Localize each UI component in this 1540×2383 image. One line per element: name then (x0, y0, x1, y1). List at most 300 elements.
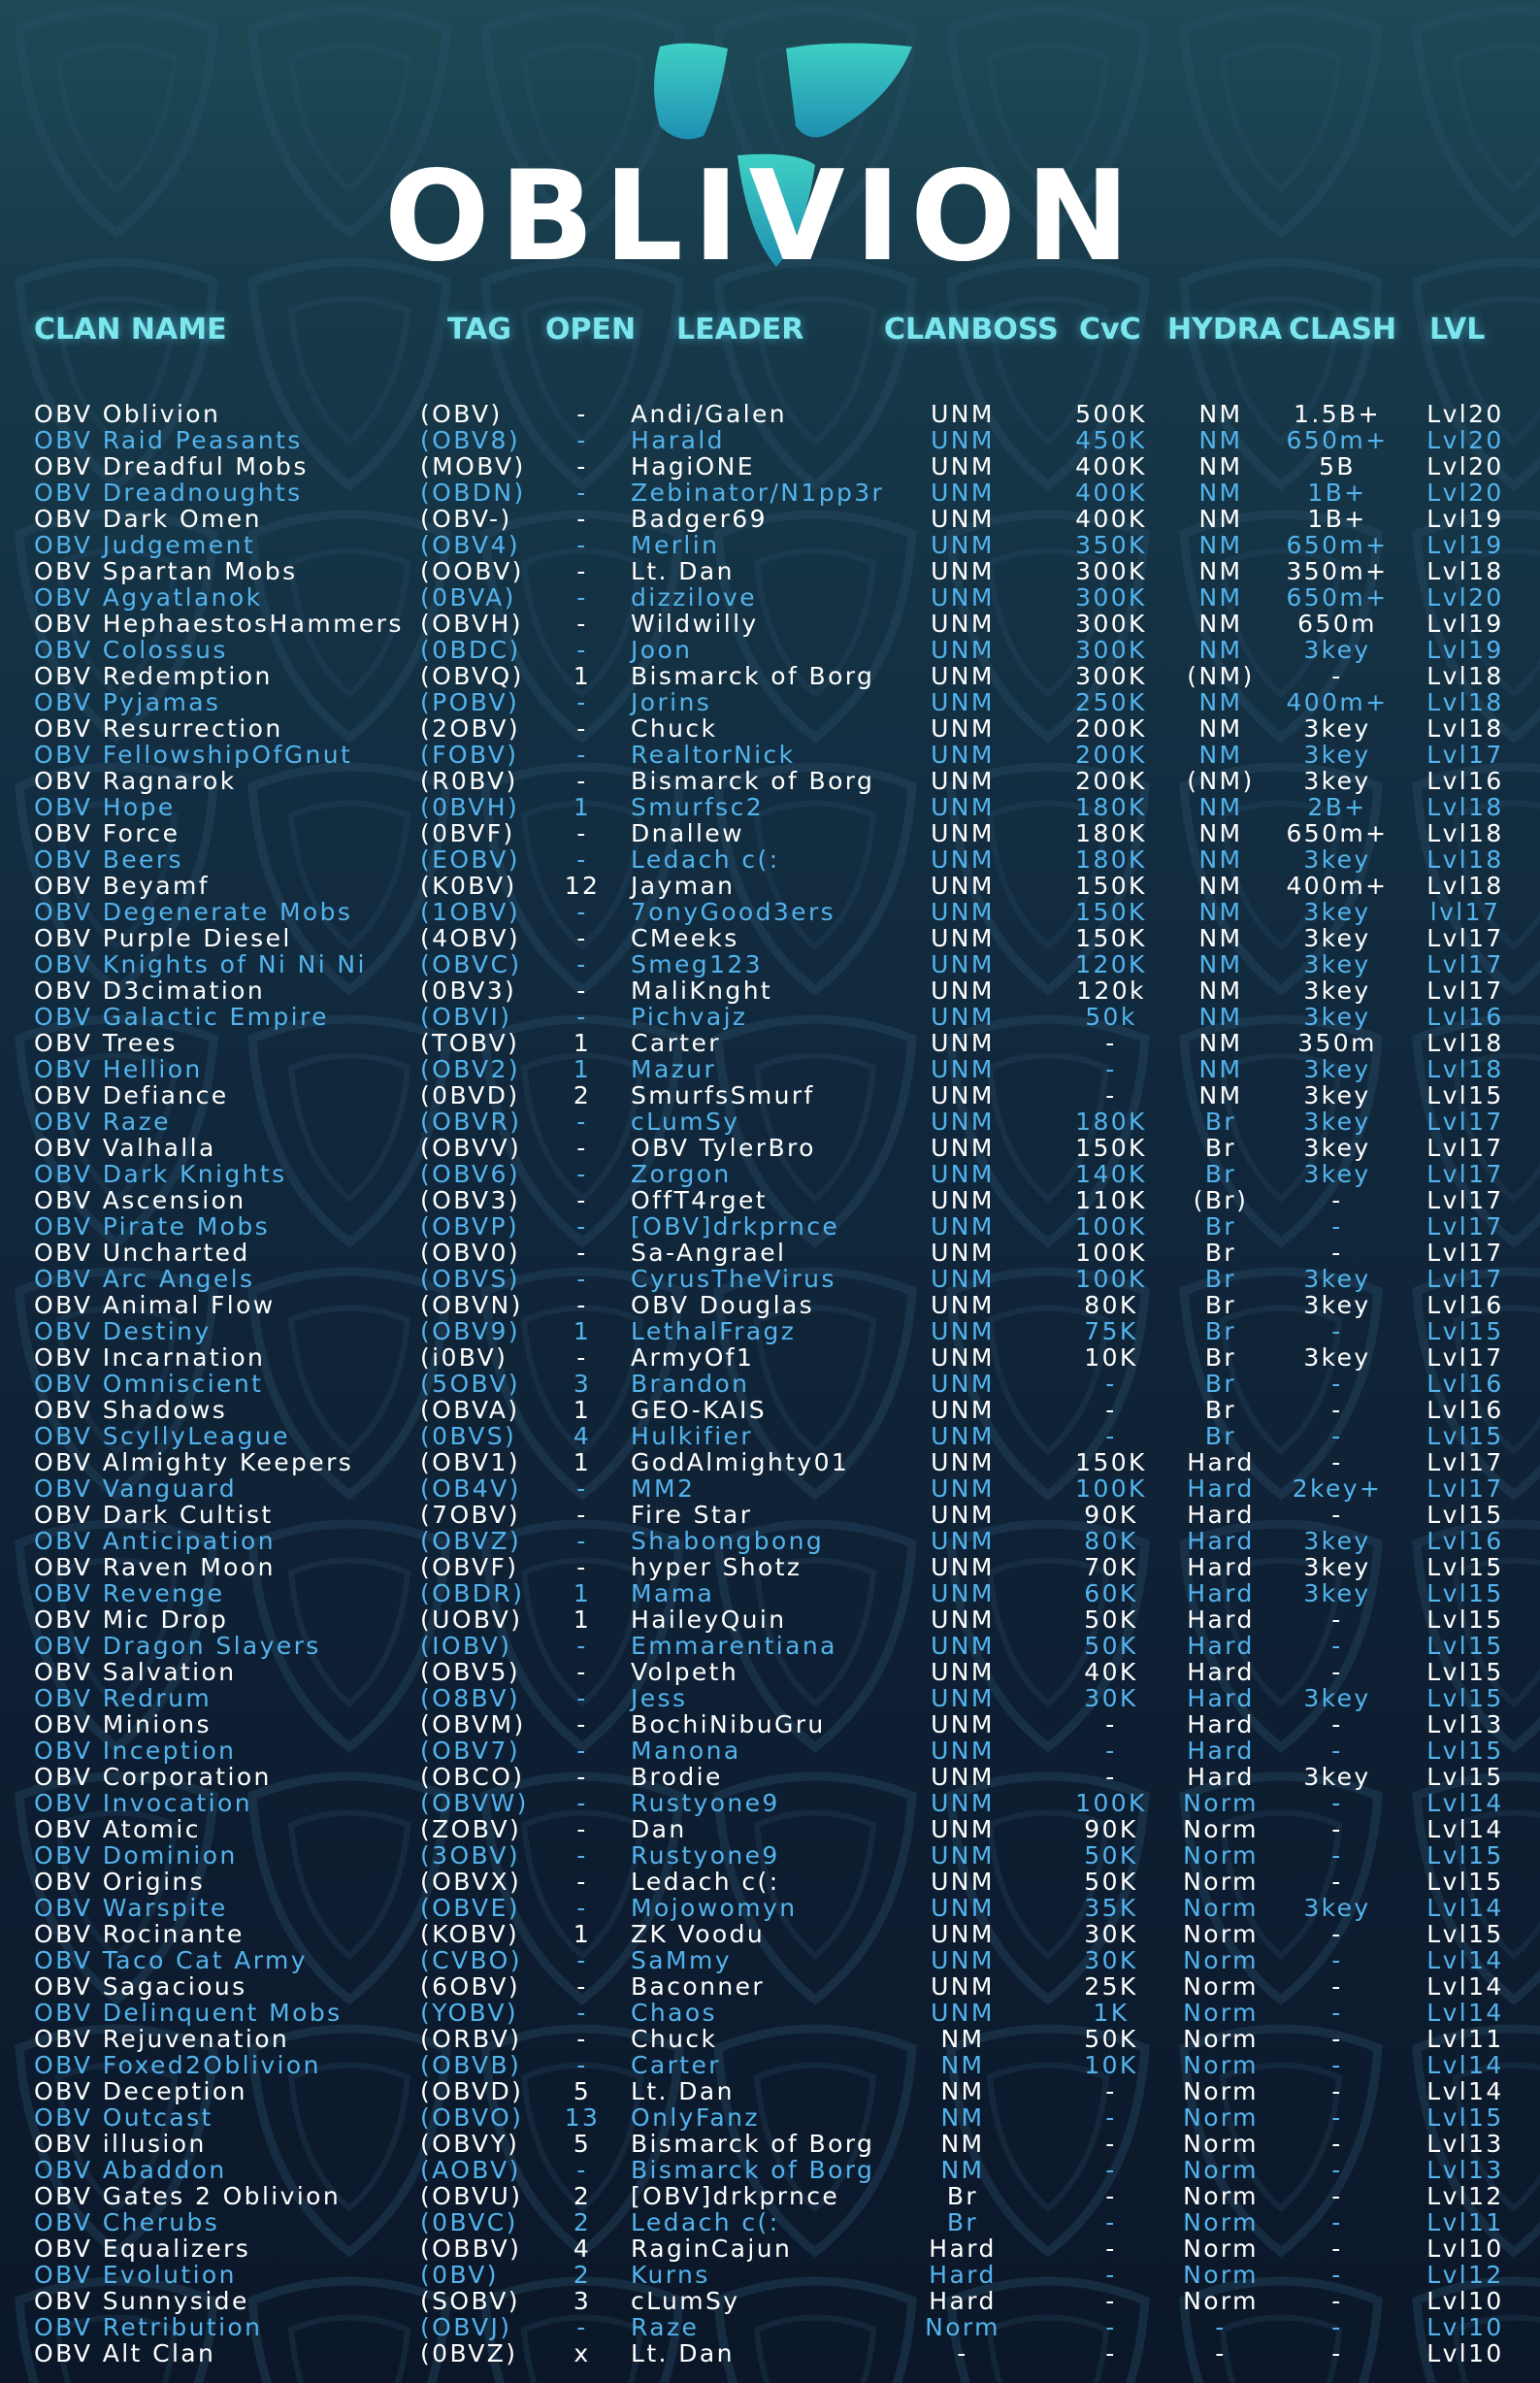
clan-tag: (MOBV) (420, 452, 526, 480)
clan-name: OBV Atomic (34, 1815, 201, 1843)
clan-leader: BochiNibuGru (631, 1710, 826, 1738)
clan-tag: (OBVE) (420, 1894, 520, 1922)
table-row (0, 1135, 1540, 1161)
cvc-value: 50K (1084, 1868, 1138, 1896)
lvl-value: Lvl14 (1426, 2077, 1504, 2105)
clan-leader: SaMmy (631, 1946, 732, 1974)
cvc-value: 180K (1075, 793, 1147, 821)
cvc-value: 100K (1075, 1265, 1147, 1293)
lvl-value: Lvl18 (1426, 793, 1504, 821)
clanboss-value: UNM (931, 793, 995, 821)
clanboss-value: NM (940, 2077, 985, 2105)
cvc-value: 30K (1084, 1946, 1138, 1974)
hydra-value: NM (1198, 688, 1243, 716)
clan-name: OBV Invocation (34, 1789, 252, 1817)
cvc-value: - (1105, 2182, 1117, 2210)
clanboss-value: UNM (931, 1212, 995, 1241)
lvl-value: Lvl15 (1426, 1684, 1504, 1712)
clan-tag: (OBV2) (420, 1055, 520, 1083)
hydra-value: Br (1204, 1422, 1237, 1450)
clan-tag: (OBVQ) (420, 662, 524, 690)
lvl-value: Lvl17 (1426, 950, 1504, 978)
open-slots: - (576, 1789, 588, 1817)
hydra-value: Hard (1187, 1763, 1255, 1791)
open-slots: 1 (573, 1579, 592, 1607)
open-slots: 3 (573, 2287, 592, 2315)
lvl-value: Lvl17 (1426, 1134, 1504, 1162)
clan-name: OBV HephaestosHammers (34, 610, 404, 638)
clanboss-value: UNM (931, 1422, 995, 1450)
open-slots: 2 (573, 2182, 592, 2210)
open-slots: 2 (573, 1081, 592, 1109)
clan-name: OBV Evolution (34, 2261, 237, 2289)
table-row (0, 1502, 1540, 1528)
clan-leader: 7onyGood3ers (631, 898, 836, 926)
open-slots: 2 (573, 2208, 592, 2236)
clash-value: - (1331, 2077, 1343, 2105)
open-slots: - (576, 688, 588, 716)
clash-value: - (1331, 2208, 1343, 2236)
clan-name: OBV ScyllyLeague (34, 1422, 290, 1450)
table-row (0, 1004, 1540, 1030)
clanboss-value: UNM (931, 1789, 995, 1817)
clan-leader: Bismarck of Borg (631, 662, 875, 690)
clanboss-value: UNM (931, 819, 995, 847)
clan-name: OBV Dark Cultist (34, 1501, 274, 1529)
clan-tag: (0BVH) (420, 793, 520, 821)
table-row (0, 1030, 1540, 1056)
clan-name: OBV Shadows (34, 1396, 228, 1424)
clan-name: OBV Dark Omen (34, 505, 262, 533)
open-slots: - (576, 819, 588, 847)
clan-tag: (YOBV) (420, 1999, 518, 2027)
clan-leader: Brandon (631, 1370, 750, 1398)
clan-name: OBV Valhalla (34, 1134, 216, 1162)
clan-tag: (OBVP) (420, 1212, 520, 1241)
clan-leader: Chuck (631, 2025, 718, 2053)
cvc-value: 60K (1084, 1579, 1138, 1607)
table-row (0, 1423, 1540, 1449)
table-row (0, 1056, 1540, 1082)
lvl-value: Lvl12 (1426, 2182, 1504, 2210)
clash-value: 3key (1303, 1134, 1371, 1162)
cvc-value: 30K (1084, 1684, 1138, 1712)
lvl-value: Lvl19 (1426, 610, 1504, 638)
clan-tag: (OB4V) (420, 1474, 521, 1503)
clanboss-value: UNM (931, 1972, 995, 2001)
hydra-value: (NM) (1187, 767, 1255, 795)
clash-value: - (1331, 2130, 1343, 2158)
clash-value: - (1331, 2313, 1343, 2341)
clan-leader: Mazur (631, 1055, 717, 1083)
table-row (0, 1947, 1540, 1973)
open-slots: - (576, 1239, 588, 1267)
hydra-value: Br (1204, 1239, 1237, 1267)
table-row (0, 637, 1540, 663)
open-slots: 1 (573, 1920, 592, 1948)
header-clanboss: CLANBOSS (884, 313, 1059, 347)
hydra-value: Hard (1187, 1710, 1255, 1738)
lvl-value: Lvl17 (1426, 741, 1504, 769)
lvl-value: Lvl17 (1426, 1448, 1504, 1476)
clan-leader: Lt. Dan (631, 2077, 735, 2105)
clan-tag: (AOBV) (420, 2156, 521, 2184)
table-row (0, 1895, 1540, 1921)
lvl-value: Lvl15 (1426, 1501, 1504, 1529)
clan-tag: (OBVY) (420, 2130, 520, 2158)
clash-value: - (1331, 1946, 1343, 1974)
clash-value: - (1331, 2261, 1343, 2289)
clan-name: OBV Pirate Mobs (34, 1212, 271, 1241)
cvc-value: - (1105, 2339, 1117, 2367)
clanboss-value: UNM (931, 531, 995, 559)
clanboss-value: UNM (931, 400, 995, 428)
clanboss-value: UNM (931, 1239, 995, 1267)
clan-tag: (OBV4) (420, 531, 520, 559)
clash-value: - (1331, 1632, 1343, 1660)
clanboss-value: UNM (931, 1160, 995, 1188)
clash-value: - (1331, 1605, 1343, 1634)
lvl-value: Lvl15 (1426, 1737, 1504, 1765)
clan-leader: Chaos (631, 1999, 717, 2027)
hydra-value: Norm (1183, 1789, 1259, 1817)
logo-text: OBLIVION (383, 145, 1140, 289)
open-slots: - (576, 1108, 588, 1136)
clan-name: OBV D3cimation (34, 976, 266, 1005)
clan-tag: (OBV7) (420, 1737, 520, 1765)
open-slots: 5 (573, 2130, 592, 2158)
table-row (0, 1816, 1540, 1842)
clanboss-value: UNM (931, 1317, 995, 1345)
cvc-value: 200K (1075, 767, 1147, 795)
clanboss-value: UNM (931, 767, 995, 795)
hydra-value: NM (1198, 479, 1243, 507)
hydra-value: NM (1198, 1081, 1243, 1109)
clan-leader: Bismarck of Borg (631, 2130, 875, 2158)
clanboss-value: UNM (931, 1737, 995, 1765)
clan-leader: Mojowomyn (631, 1894, 798, 1922)
hydra-value: NM (1198, 583, 1243, 612)
clan-leader: dizzilove (631, 583, 758, 612)
open-slots: 4 (573, 1422, 592, 1450)
lvl-value: Lvl16 (1426, 767, 1504, 795)
clanboss-value: Hard (929, 2261, 997, 2289)
open-slots: - (576, 452, 588, 480)
cvc-value: 120K (1075, 950, 1147, 978)
open-slots: - (576, 1265, 588, 1293)
clanboss-value: UNM (931, 610, 995, 638)
cvc-value: 150K (1075, 1134, 1147, 1162)
clanboss-value: UNM (931, 1501, 995, 1529)
cvc-value: - (1105, 2077, 1117, 2105)
clan-tag: (OBVX) (420, 1868, 522, 1896)
table-row (0, 794, 1540, 820)
table-row (0, 899, 1540, 925)
table-row (0, 1082, 1540, 1109)
header-open: OPEN (545, 313, 637, 347)
table-row (0, 1397, 1540, 1423)
clan-name: OBV Redemption (34, 662, 273, 690)
cvc-value: - (1105, 1422, 1117, 1450)
clan-name: OBV Agyatlanok (34, 583, 263, 612)
clan-name: OBV Mic Drop (34, 1605, 229, 1634)
hydra-value: NM (1198, 819, 1243, 847)
lvl-value: Lvl15 (1426, 1841, 1504, 1870)
clan-leader: Bismarck of Borg (631, 767, 875, 795)
clan-tag: (OBV-) (420, 505, 512, 533)
clash-value: - (1331, 2156, 1343, 2184)
clan-tag: (OBVW) (420, 1789, 529, 1817)
cvc-value: 180K (1075, 845, 1147, 874)
clan-tag: (POBV) (420, 688, 520, 716)
clan-name: OBV Warspite (34, 1894, 228, 1922)
clan-leader: Dan (631, 1815, 687, 1843)
clash-value: - (1331, 1239, 1343, 1267)
clan-leader: LethalFragz (631, 1317, 797, 1345)
table-row (0, 1371, 1540, 1397)
lvl-value: Lvl13 (1426, 2130, 1504, 2158)
lvl-value: Lvl10 (1426, 2313, 1504, 2341)
clan-leader: MaliKnght (631, 976, 773, 1005)
table-row (0, 480, 1540, 506)
clash-value: - (1331, 1422, 1343, 1450)
clanboss-value: UNM (931, 1894, 995, 1922)
clan-tag: (OBVN) (420, 1291, 523, 1319)
cvc-value: 150K (1075, 898, 1147, 926)
clan-leader: Kurns (631, 2261, 710, 2289)
hydra-value: Norm (1183, 2182, 1259, 2210)
lvl-value: Lvl18 (1426, 662, 1504, 690)
cvc-value: 90K (1084, 1815, 1138, 1843)
cvc-value: 150K (1075, 1448, 1147, 1476)
lvl-value: Lvl17 (1426, 1343, 1504, 1372)
clan-tag: (OOBV) (420, 557, 524, 585)
clash-value: - (1331, 1658, 1343, 1686)
clan-name: OBV Hellion (34, 1055, 203, 1083)
clan-name: OBV Incarnation (34, 1343, 266, 1372)
lvl-value: lvl17 (1429, 898, 1501, 926)
clan-tag: (OBVB) (420, 2051, 522, 2079)
open-slots: 12 (564, 872, 601, 900)
clan-name: OBV Spartan Mobs (34, 557, 298, 585)
clan-name: OBV Raid Peasants (34, 426, 303, 454)
clan-tag: (FOBV) (420, 741, 519, 769)
clanboss-value: UNM (931, 1396, 995, 1424)
clan-leader: ZK Voodu (631, 1920, 766, 1948)
open-slots: x (573, 2339, 591, 2367)
clan-leader: ArmyOf1 (631, 1343, 755, 1372)
header-cvc: CvC (1079, 313, 1141, 347)
table-row (0, 1292, 1540, 1318)
clan-name: OBV illusion (34, 2130, 207, 2158)
clash-value: 3key (1303, 1055, 1371, 1083)
clash-value: - (1331, 662, 1343, 690)
open-slots: - (576, 531, 588, 559)
lvl-value: Lvl17 (1426, 1239, 1504, 1267)
clanboss-value: UNM (931, 1108, 995, 1136)
hydra-value: Norm (1183, 1868, 1259, 1896)
cvc-value: 200K (1075, 741, 1147, 769)
clan-name: OBV Corporation (34, 1763, 272, 1791)
clan-name: OBV Outcast (34, 2103, 213, 2132)
clanboss-value: UNM (931, 1632, 995, 1660)
hydra-value: NM (1198, 872, 1243, 900)
clan-name: OBV Dreadful Mobs (34, 452, 309, 480)
clan-name: OBV Retribution (34, 2313, 263, 2341)
table-row (0, 925, 1540, 951)
clan-name: OBV Abaddon (34, 2156, 227, 2184)
open-slots: - (576, 1763, 588, 1791)
clanboss-value: UNM (931, 1081, 995, 1109)
clan-tag: (2OBV) (420, 714, 520, 743)
lvl-value: Lvl11 (1426, 2025, 1504, 2053)
clan-leader: Andi/Galen (631, 400, 788, 428)
hydra-value: Norm (1183, 1894, 1259, 1922)
cvc-value: 500K (1075, 400, 1147, 428)
header-clash: CLASH (1289, 313, 1397, 347)
open-slots: - (576, 1134, 588, 1162)
clan-tag: (OBVZ) (420, 1527, 522, 1555)
clanboss-value: UNM (931, 688, 995, 716)
clan-leader: Smeg123 (631, 950, 763, 978)
lvl-value: Lvl11 (1426, 2208, 1504, 2236)
clanboss-value: UNM (931, 1710, 995, 1738)
hydra-value: Br (1204, 1317, 1237, 1345)
lvl-value: Lvl12 (1426, 2261, 1504, 2289)
clash-value: 1B+ (1307, 505, 1367, 533)
open-slots: - (576, 583, 588, 612)
lvl-value: Lvl14 (1426, 1972, 1504, 2001)
clan-tag: (0BV) (420, 2261, 499, 2289)
hydra-value: Norm (1183, 2130, 1259, 2158)
clan-leader: Raze (631, 2313, 700, 2341)
clan-leader: cLumSy (631, 1108, 740, 1136)
open-slots: - (576, 505, 588, 533)
open-slots: - (576, 1291, 588, 1319)
clanboss-value: UNM (931, 1605, 995, 1634)
table-row (0, 1973, 1540, 2000)
open-slots: - (576, 2051, 588, 2079)
table-row (0, 558, 1540, 584)
clanboss-value: UNM (931, 1265, 995, 1293)
hydra-value: NM (1198, 557, 1243, 585)
clan-name: OBV Foxed2Oblivion (34, 2051, 321, 2079)
clan-leader: [OBV]drkprnce (631, 2182, 840, 2210)
clan-leader: RealtorNick (631, 741, 796, 769)
open-slots: - (576, 2313, 588, 2341)
clan-tag: (OBV0) (420, 1239, 520, 1267)
table-row (0, 742, 1540, 768)
clanboss-value: UNM (931, 479, 995, 507)
clash-value: 1.5B+ (1294, 400, 1381, 428)
cvc-value: 80K (1084, 1527, 1138, 1555)
open-slots: 13 (564, 2103, 601, 2132)
clan-leader: Hulkifier (631, 1422, 754, 1450)
clan-leader: Volpeth (631, 1658, 739, 1686)
table-row (0, 2262, 1540, 2288)
cvc-value: 10K (1084, 1343, 1138, 1372)
clash-value: 3key (1303, 845, 1371, 874)
clash-value: - (1331, 1396, 1343, 1424)
clan-tag: (0BDC) (420, 636, 521, 664)
hydra-value: NM (1198, 426, 1243, 454)
hydra-value: NM (1198, 505, 1243, 533)
clanboss-value: UNM (931, 1291, 995, 1319)
clash-value: - (1331, 2234, 1343, 2263)
clash-value: 3key (1303, 1265, 1371, 1293)
clanboss-value: UNM (931, 1841, 995, 1870)
clan-name: OBV Redrum (34, 1684, 213, 1712)
clash-value: - (1331, 2287, 1343, 2315)
clanboss-value: NM (940, 2156, 985, 2184)
open-slots: - (576, 767, 588, 795)
open-slots: - (576, 610, 588, 638)
clan-name: OBV Hope (34, 793, 176, 821)
clash-value: 3key (1303, 1579, 1371, 1607)
hydra-value: Br (1204, 1108, 1237, 1136)
clan-name: OBV Deception (34, 2077, 247, 2105)
open-slots: - (576, 1186, 588, 1214)
hydra-value: Norm (1183, 2156, 1259, 2184)
clan-leader: Jorins (631, 688, 712, 716)
cvc-value: - (1105, 2287, 1117, 2315)
clan-name: OBV Trees (34, 1029, 178, 1057)
lvl-value: Lvl17 (1426, 1108, 1504, 1136)
hydra-value: NM (1198, 898, 1243, 926)
clanboss-value: Br (946, 2182, 979, 2210)
table-row (0, 1449, 1540, 1475)
table-row (0, 1606, 1540, 1633)
clanboss-value: UNM (931, 1946, 995, 1974)
clan-name: OBV Ragnarok (34, 767, 237, 795)
clan-name: OBV Colossus (34, 636, 228, 664)
hydra-value: Br (1204, 1212, 1237, 1241)
lvl-value: Lvl16 (1426, 1291, 1504, 1319)
table-row (0, 506, 1540, 532)
lvl-value: Lvl17 (1426, 976, 1504, 1005)
table-row (0, 2340, 1540, 2366)
clan-name: OBV Anticipation (34, 1527, 276, 1555)
hydra-value: Hard (1187, 1553, 1255, 1581)
clan-leader: Mama (631, 1579, 715, 1607)
cvc-value: - (1105, 1029, 1117, 1057)
lvl-value: Lvl15 (1426, 1763, 1504, 1791)
header-clan-name: CLAN NAME (34, 313, 227, 347)
clan-name: OBV Animal Flow (34, 1291, 276, 1319)
cvc-value: 140K (1075, 1160, 1147, 1188)
clan-name: OBV Galactic Empire (34, 1003, 329, 1031)
lvl-value: Lvl18 (1426, 819, 1504, 847)
clan-leader: Lt. Dan (631, 2339, 735, 2367)
hydra-value: Br (1204, 1265, 1237, 1293)
clan-leader: Jess (631, 1684, 688, 1712)
cvc-value: 120k (1076, 976, 1146, 1005)
clan-leader: Ledach c(: (631, 845, 780, 874)
clanboss-value: UNM (931, 1815, 995, 1843)
hydra-value: Norm (1183, 1920, 1259, 1948)
clash-value: 3key (1303, 1003, 1371, 1031)
clanboss-value: UNM (931, 583, 995, 612)
clan-leader: Merlin (631, 531, 720, 559)
clan-leader: Smurfsc2 (631, 793, 765, 821)
hydra-value: Br (1204, 1396, 1237, 1424)
clan-name: OBV Degenerate Mobs (34, 898, 353, 926)
table-row (0, 1633, 1540, 1659)
clan-leader: Rustyone9 (631, 1789, 780, 1817)
hydra-value: (NM) (1187, 662, 1255, 690)
table-row (0, 1580, 1540, 1606)
lvl-value: Lvl15 (1426, 1553, 1504, 1581)
